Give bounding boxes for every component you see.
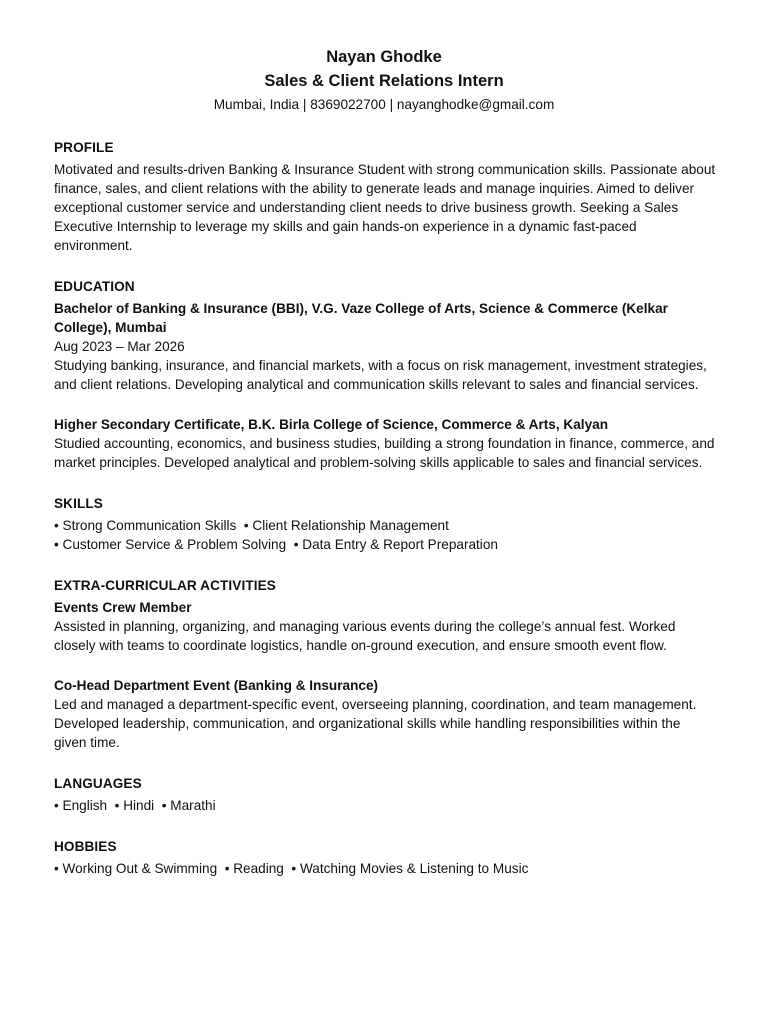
education-section	[54, 277, 716, 472]
hsc-description: Studied accounting, economics, and business studies, building a strong foundation in finance, commerce, and market principles. Developed analytical and problem-solving skills applicable to sales and financial services.	[54, 436, 715, 470]
skills-line: • Strong Communication Skills • Client Relationship Management	[54, 518, 449, 533]
languages-heading: LANGUAGES	[54, 776, 142, 791]
activities-heading: EXTRA-CURRICULAR ACTIVITIES	[54, 578, 276, 593]
candidate-name: Nayan Ghodke	[326, 48, 442, 66]
activity-entry	[54, 676, 716, 752]
degree-dates: Aug 2023 – Mar 2026	[54, 339, 185, 354]
skills-line: • Customer Service & Problem Solving • Data Entry & Report Preparation	[54, 537, 498, 552]
activity-entry	[54, 598, 716, 655]
resume-header	[0, 46, 768, 117]
hsc-title: Higher Secondary Certificate, B.K. Birla College of Science, Commerce & Arts, Kalyan	[54, 417, 608, 432]
activity-title: Events Crew Member	[54, 600, 192, 615]
profile-section	[54, 138, 716, 255]
resume-body	[54, 138, 716, 900]
education-heading: EDUCATION	[54, 279, 135, 294]
education-entry	[54, 415, 716, 472]
activities-section	[54, 576, 716, 752]
profile-heading: PROFILE	[54, 140, 114, 155]
activity-description: Assisted in planning, organizing, and managing various events during the college’s annual fest. Worked closely with teams to coordinate logistics, handle on-ground execution, and ensure smooth event flow.	[54, 619, 676, 653]
degree-description: Studying banking, insurance, and financial markets, with a focus on risk management, investment strategies, and client relations. Developing analytical and communication skills relevant to sales and financial services.	[54, 358, 707, 392]
hobbies-heading: HOBBIES	[54, 839, 117, 854]
languages-section	[54, 774, 716, 815]
hobbies-line: • Working Out & Swimming • Reading • Watching Movies & Listening to Music	[54, 861, 529, 876]
hobbies-section	[54, 837, 716, 878]
activity-description: Led and managed a department-specific event, overseeing planning, coordination, and team management. Developed leadership, communication, and organizational skills while handling responsibilities within the given time.	[54, 697, 697, 750]
profile-text: Motivated and results-driven Banking & Insurance Student with strong communication skills. Passionate about finance, sales, and client relations with the ability to generate leads and manage inquiries. Aimed to deliver exceptional customer service and understanding client needs to drive business growth. Seeking a Sales Executive Internship to leverage my skills and gain hands-on experience in a dynamic fast-paced environment.	[54, 162, 716, 253]
skills-heading: SKILLS	[54, 496, 103, 511]
activity-title: Co-Head Department Event (Banking & Insurance)	[54, 678, 379, 693]
skills-section	[54, 494, 716, 554]
degree-title: Bachelor of Banking & Insurance (BBI), V.G. Vaze College of Arts, Science & Commerce (Kelkar College), Mumbai	[54, 301, 668, 335]
contact-line: Mumbai, India | 8369022700 | nayanghodke@gmail.com	[213, 97, 555, 112]
languages-line: • English • Hindi • Marathi	[54, 798, 216, 813]
education-entry	[54, 299, 716, 394]
candidate-role: Sales & Client Relations Intern	[264, 72, 504, 90]
